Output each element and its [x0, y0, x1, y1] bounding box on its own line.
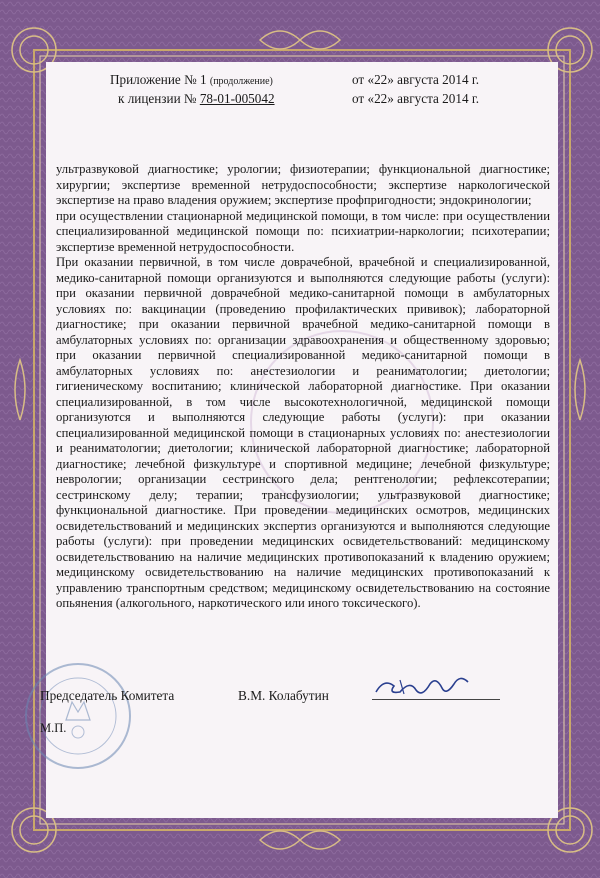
chair-title: Председатель Комитета — [40, 688, 175, 703]
appendix-note: (продолжение) — [209, 76, 273, 87]
paragraph-2: при осуществлении стационарной медицинской помощи, в том числе: при осуществлении специализированной медицинской помощи по: психиатрии-наркологии; психотерапии; экспертизе временной нетрудоспособности. — [56, 208, 550, 254]
appendix-line — [110, 72, 273, 88]
official-seal — [22, 660, 134, 772]
chair-name: В.М. Колабутин — [238, 688, 329, 703]
appendix-prefix: Приложение № 1 — [110, 72, 207, 87]
date-line-2: от «22» августа 2014 г. — [352, 91, 480, 106]
date-line-1: от «22» августа 2014 г. — [352, 72, 480, 87]
license-line — [118, 91, 275, 107]
license-body — [56, 162, 550, 612]
license-number: 78-01-005042 — [199, 91, 275, 106]
signature-line — [372, 699, 500, 700]
paragraph-3: При оказании первичной, в том числе доврачебной, врачебной и специализированной, медико-санитарной помощи организуются и выполняются следующие работы (услуги): при оказании первичной доврачебной медико-санитарной помощи в амбулаторных условиях по: вакцинации (проведению профилактических прививок); лабораторной диагностике; при оказании первичной врачебной медико-санитарной помощи в амбулаторных условиях по: организации здравоохранения и общественному здоровью; при оказании первичной специализированной медико-санитарной помощи в амбулаторных условиях по: анестезиологии и реаниматологии; диетологии; гигиеническому воспитанию; клинической лабораторной диагностике. При оказании специализированной, в том числе высокотехнологичной, медицинской помощи организуются и выполняются следующие работы (услуги): при оказании специализированной медицинской помощи в стационарных условиях по: анестезиологии и реаниматологии; диетологии; клинической лабораторной диагностике; лабораторной диагностике; лечебной физкультуре и спортивной медицине; лечебной физкультуре; неврологии; организации сестринского дела; рентгенологии; рефлексотерапии; сестринскому делу; терапии; трансфузиологии; ультразвуковой диагностике; функциональной диагностике. При проведении медицинских осмотров, медицинских освидетельствований и медицинских экспертиз организуются и выполняются следующие работы (услуги): при проведении медицинских освидетельствований: медицинскому освидетельствованию на наличие медицинских противопоказаний к владению оружием; медицинскому освидетельствованию на наличие медицинских противопоказаний к управлению транспортным средством; медицинскому освидетельствованию на состояние опьянения (алкогольного, наркотического или иного токсического). — [56, 255, 550, 610]
stamp-place-label: М.П. — [40, 721, 67, 735]
paragraph-1: ультразвуковой диагностике; урологии; физиотерапии; функциональной диагностике; хирургии; экспертизе временной нетрудоспособности; экспертизе наркологической экспертизе на право владения оружием; экспертизе профпригодности; эндокринологии; — [56, 162, 550, 207]
license-prefix: к лицензии № — [118, 91, 197, 106]
